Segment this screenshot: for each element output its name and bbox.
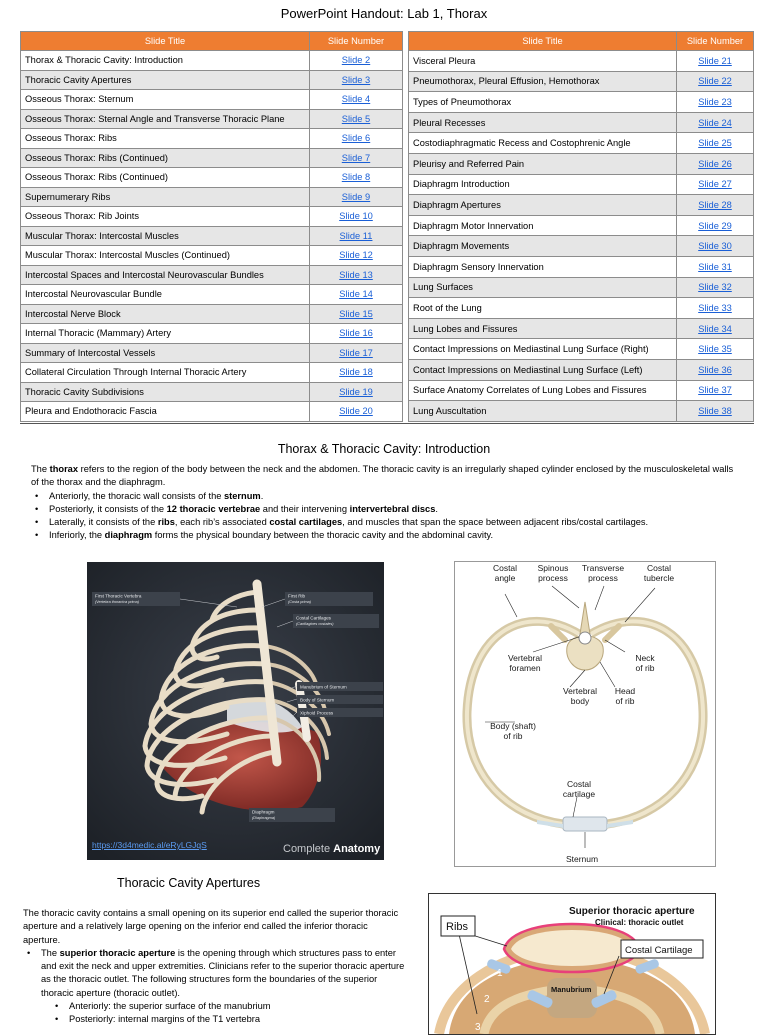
slide-link[interactable]: Slide 30 <box>698 241 732 252</box>
slide-title-cell: Osseous Thorax: Sternum <box>21 90 310 110</box>
slide-title-cell: Lung Surfaces <box>409 277 677 298</box>
slide-number-cell <box>677 277 754 298</box>
slide-title-cell: Osseous Thorax: Ribs (Continued) <box>21 168 310 188</box>
slide-number-cell <box>677 236 754 257</box>
col-header-number: Slide Number <box>310 32 403 51</box>
slide-title-cell: Internal Thoracic (Mammary) Artery <box>21 324 310 344</box>
toc-right-body <box>409 51 754 422</box>
slide-number-cell <box>310 148 403 168</box>
svg-text:(Cartilagines costales): (Cartilagines costales) <box>296 622 334 626</box>
col-header-number: Slide Number <box>677 32 754 51</box>
toc-row <box>409 174 754 195</box>
toc-row <box>21 129 403 149</box>
slide-link[interactable]: Slide 16 <box>339 328 373 339</box>
ribs-label: Ribs <box>446 921 469 933</box>
slide-link[interactable]: Slide 34 <box>698 323 732 334</box>
slide-link[interactable]: Slide 33 <box>698 302 732 313</box>
slide-number-cell <box>677 153 754 174</box>
slide-link[interactable]: Slide 6 <box>341 133 371 144</box>
manubrium-label: Manubrium <box>551 985 592 994</box>
rib-cage-illustration <box>87 562 384 860</box>
section-body-text <box>23 907 405 1027</box>
slide-number-cell <box>310 90 403 110</box>
slide-title-cell: Muscular Thorax: Intercostal Muscles <box>21 226 310 246</box>
label-vertebral-foramen: Vertebral foramen <box>507 653 543 673</box>
slide-number-cell <box>677 380 754 401</box>
toc-row <box>409 71 754 92</box>
slide-title-cell: Root of the Lung <box>409 298 677 319</box>
toc-row <box>21 304 403 324</box>
slide-number-cell <box>310 70 403 90</box>
toc-row <box>21 363 403 383</box>
toc-row <box>409 359 754 380</box>
slide-title-cell: Pleurisy and Referred Pain <box>409 153 677 174</box>
bullet-item: • Posteriorly, it consists of the 12 thoracic vertebrae and their intervening intervertebral discs. <box>49 503 736 516</box>
slide-title-cell: Diaphragm Sensory Innervation <box>409 256 677 277</box>
slide-title-cell: Intercostal Nerve Block <box>21 304 310 324</box>
slide-link[interactable]: Slide 19 <box>339 386 373 397</box>
slide-link[interactable]: Slide 23 <box>698 96 732 107</box>
slide-title-cell: Lung Lobes and Fissures <box>409 318 677 339</box>
col-header-title: Slide Title <box>409 32 677 51</box>
slide-number-cell <box>677 339 754 360</box>
label-xiphoid: Xiphoid Process <box>300 710 334 716</box>
costal-cartilage-label: Costal Cartilage <box>625 945 693 956</box>
slide-number-cell <box>310 363 403 383</box>
slide-title-cell: Diaphragm Apertures <box>409 195 677 216</box>
label-manubrium: Manubrium of Sternum <box>300 684 347 690</box>
slide-title-cell: Pleural Recesses <box>409 112 677 133</box>
toc-row <box>409 133 754 154</box>
slide-link[interactable]: Slide 22 <box>698 76 732 87</box>
label-vertebral-body: Vertebral body <box>562 686 598 706</box>
slide-link[interactable]: Slide 4 <box>341 94 371 105</box>
toc-row <box>409 298 754 319</box>
label-first-rib: First Rib <box>288 593 306 599</box>
sternum-block <box>563 817 607 831</box>
intro-paragraph: The thorax refers to the region of the body between the neck and the abdomen. The thoracic cavity is an irregularly shaped cylinder enclosed by the musculoskeletal walls of the thorax and the diaphragm. <box>31 464 734 488</box>
slide-title-cell: Supernumerary Ribs <box>21 187 310 207</box>
slide-number-cell <box>310 304 403 324</box>
slide-number-cell <box>677 298 754 319</box>
slide-link[interactable]: Slide 36 <box>698 364 732 375</box>
label-spinous-process: Spinous process <box>537 563 569 583</box>
slide-title-cell: Surface Anatomy Correlates of Lung Lobes and Fissures <box>409 380 677 401</box>
toc-row <box>21 109 403 129</box>
slide-title-cell: Thoracic Cavity Subdivisions <box>21 382 310 402</box>
slide-number-cell <box>677 256 754 277</box>
slide-link[interactable]: Slide 25 <box>698 138 732 149</box>
slide-number-cell <box>310 109 403 129</box>
toc-row <box>21 148 403 168</box>
toc-left-body <box>21 51 403 422</box>
toc-row <box>21 246 403 266</box>
svg-text:(Diaphragma): (Diaphragma) <box>252 816 276 820</box>
slide-link[interactable]: Slide 8 <box>341 172 371 183</box>
rib-cross-section-figure <box>454 561 716 867</box>
slide-link[interactable]: Slide 20 <box>339 406 373 417</box>
slide-number-cell <box>310 207 403 227</box>
slide-number-cell <box>677 133 754 154</box>
slide-title-cell: Osseous Thorax: Ribs (Continued) <box>21 148 310 168</box>
label-first-vertebra: First Thoracic Vertebra <box>95 593 142 599</box>
slide-link[interactable]: Slide 17 <box>339 347 373 358</box>
label-body-shaft: Body (shaft) of rib <box>490 721 536 741</box>
slide-title-cell: Diaphragm Motor Innervation <box>409 215 677 236</box>
toc-table-right <box>408 31 754 422</box>
slide-number-cell <box>310 382 403 402</box>
toc-row <box>21 324 403 344</box>
slide-link[interactable]: Slide 12 <box>339 250 373 261</box>
slide-title-cell: Pleura and Endothoracic Fascia <box>21 402 310 422</box>
toc-row <box>409 112 754 133</box>
toc-row <box>409 215 754 236</box>
slide-title-cell: Contact Impressions on Mediastinal Lung Surface (Right) <box>409 339 677 360</box>
rib-number-3: 3 <box>475 1022 481 1033</box>
toc-row <box>21 187 403 207</box>
slide-title-cell: Collateral Circulation Through Internal Thoracic Artery <box>21 363 310 383</box>
toc-row <box>409 92 754 113</box>
bullet-item: • Laterally, it consists of the ribs, each rib’s associated costal cartilages, and muscles that span the space between adjacent ribs/costal cartilages. <box>49 516 736 529</box>
slide-number-cell <box>677 215 754 236</box>
slide-title-cell: Contact Impressions on Mediastinal Lung Surface (Left) <box>409 359 677 380</box>
slide-number-cell <box>310 246 403 266</box>
label-costal-angle: Costal angle <box>492 563 518 583</box>
aperture-subtitle: Clinical: thoracic outlet <box>595 918 684 927</box>
slide-link[interactable]: Slide 37 <box>698 385 732 396</box>
slide-link[interactable]: Slide 11 <box>339 230 373 241</box>
slide-link[interactable]: Slide 38 <box>698 405 732 416</box>
slide-number-cell <box>677 112 754 133</box>
toc-row <box>21 168 403 188</box>
bullet-item: • The superior thoracic aperture is the opening through which structures pass to enter and exit the neck and upper extremities. Clinicians refer to the superior thoracic aperture as the thoracic outlet. The following structures form the boundaries of the superior thoracic aperture (thoracic outlet). • Anteriorly: the superior surface of the manubrium • Posteriorly: internal margins of the T1 vertebra <box>41 947 405 1027</box>
slide-title-cell: Summary of Intercostal Vessels <box>21 343 310 363</box>
section-intro-text <box>31 463 736 543</box>
sub-bullet-item: • Anteriorly: the superior surface of the manubrium <box>69 1000 405 1013</box>
toc-row <box>409 195 754 216</box>
label-costal-cartilage: Costal cartilage <box>562 779 596 799</box>
slide-number-cell <box>310 129 403 149</box>
slide-number-cell <box>677 359 754 380</box>
slide-link[interactable]: Slide 3 <box>341 74 371 85</box>
aperture-illustration <box>429 894 715 1034</box>
label-diaphragm: Diaphragm <box>252 809 275 815</box>
slide-number-cell <box>310 402 403 422</box>
label-transverse-process: Transverse process <box>581 563 625 583</box>
slide-number-cell <box>677 195 754 216</box>
slide-title-cell: Osseous Thorax: Ribs <box>21 129 310 149</box>
slide-link[interactable]: Slide 18 <box>339 367 373 378</box>
slide-title-cell: Osseous Thorax: Rib Joints <box>21 207 310 227</box>
slide-link[interactable]: Slide 32 <box>698 282 732 293</box>
toc-row <box>409 318 754 339</box>
slide-title-cell: Types of Pneumothorax <box>409 92 677 113</box>
slide-title-cell: Pneumothorax, Pleural Effusion, Hemothorax <box>409 71 677 92</box>
toc-row <box>409 277 754 298</box>
slide-number-cell <box>310 285 403 305</box>
external-link[interactable]: https://3d4medic.al/eRyLGJqS <box>92 840 207 850</box>
slide-title-cell: Diaphragm Introduction <box>409 174 677 195</box>
slide-title-cell: Diaphragm Movements <box>409 236 677 257</box>
slide-number-cell <box>677 71 754 92</box>
section-title: Thoracic Cavity Apertures <box>117 876 261 890</box>
label-sternum: Sternum <box>565 854 599 864</box>
toc-row <box>21 343 403 363</box>
bullet-item: • Inferiorly, the diaphragm forms the physical boundary between the thoracic cavity and the abdominal cavity. <box>49 529 736 542</box>
label-costal-tubercle: Costal tubercle <box>643 563 675 583</box>
toc-row <box>21 51 403 71</box>
toc-table-left <box>20 31 403 422</box>
svg-text:(Vertebra thoracica prima): (Vertebra thoracica prima) <box>95 600 139 604</box>
slide-link[interactable]: Slide 31 <box>698 261 732 272</box>
slide-link[interactable]: Slide 28 <box>698 199 732 210</box>
toc-row <box>409 380 754 401</box>
toc-row <box>409 339 754 360</box>
slide-title-cell: Visceral Pleura <box>409 51 677 72</box>
slide-link[interactable]: Slide 26 <box>698 158 732 169</box>
aperture-title: Superior thoracic aperture <box>569 906 695 917</box>
slide-link[interactable]: Slide 5 <box>341 113 371 124</box>
brand-logo: Complete Anatomy <box>283 843 381 855</box>
label-costal-cartilages: Costal Cartilages <box>296 615 331 621</box>
slide-number-cell <box>310 324 403 344</box>
toc-row <box>409 51 754 72</box>
toc-row <box>21 382 403 402</box>
slide-link[interactable]: Slide 24 <box>698 117 732 128</box>
toc-row <box>21 90 403 110</box>
slide-number-cell <box>310 168 403 188</box>
toc-row <box>409 256 754 277</box>
toc-row <box>21 70 403 90</box>
sub-bullet-item: • Posteriorly: internal margins of the T1 vertebra <box>69 1013 405 1026</box>
section-title: Thorax & Thoracic Cavity: Introduction <box>277 442 491 456</box>
slide-link[interactable]: Slide 13 <box>339 269 373 280</box>
toc-row <box>409 153 754 174</box>
toc-row <box>21 226 403 246</box>
slide-link[interactable]: Slide 29 <box>698 220 732 231</box>
slide-link[interactable]: Slide 27 <box>698 179 732 190</box>
toc-row <box>21 402 403 422</box>
slide-link[interactable]: Slide 35 <box>698 344 732 355</box>
toc-row <box>21 207 403 227</box>
slide-link[interactable]: Slide 7 <box>341 152 371 163</box>
thoracic-aperture-figure <box>428 893 716 1035</box>
slide-title-cell: Osseous Thorax: Sternal Angle and Transverse Thoracic Plane <box>21 109 310 129</box>
slide-title-cell: Costodiaphragmatic Recess and Costophrenic Angle <box>409 133 677 154</box>
slide-number-cell <box>310 265 403 285</box>
toc-row <box>409 236 754 257</box>
slide-title-cell: Lung Auscultation <box>409 401 677 422</box>
col-header-title: Slide Title <box>21 32 310 51</box>
document-title: PowerPoint Handout: Lab 1, Thorax <box>280 6 488 21</box>
slide-number-cell <box>677 401 754 422</box>
label-head-of-rib: Head of rib <box>614 686 636 706</box>
rib-number-1: 1 <box>497 968 503 979</box>
aperture-intro: The thoracic cavity contains a small opening on its superior end called the superior thoracic aperture and a relatively large opening on the inferior end called the inferior thoracic aperture. <box>23 908 399 945</box>
slide-title-cell: Intercostal Spaces and Intercostal Neurovascular Bundles <box>21 265 310 285</box>
slide-number-cell <box>310 226 403 246</box>
slide-number-cell <box>310 187 403 207</box>
toc-row <box>21 285 403 305</box>
slide-link[interactable]: Slide 14 <box>339 289 373 300</box>
bullet-list <box>31 490 736 543</box>
slide-link[interactable]: Slide 9 <box>341 191 371 202</box>
slide-link[interactable]: Slide 21 <box>698 55 732 66</box>
slide-title-cell: Thoracic Cavity Apertures <box>21 70 310 90</box>
rib-number-2: 2 <box>484 994 490 1005</box>
slide-number-cell <box>677 92 754 113</box>
bullet-list <box>23 947 405 1027</box>
label-neck-of-rib: Neck of rib <box>635 653 655 673</box>
slide-title-cell: Intercostal Neurovascular Bundle <box>21 285 310 305</box>
toc-row <box>21 265 403 285</box>
slide-number-cell <box>677 51 754 72</box>
toc-row <box>409 401 754 422</box>
sub-bullet-list <box>41 1000 405 1027</box>
slide-number-cell <box>677 174 754 195</box>
slide-link[interactable]: Slide 10 <box>339 211 373 222</box>
slide-number-cell <box>310 51 403 71</box>
slide-title-cell: Thorax & Thoracic Cavity: Introduction <box>21 51 310 71</box>
slide-number-cell <box>310 343 403 363</box>
section-divider <box>20 423 754 424</box>
slide-title-cell: Muscular Thorax: Intercostal Muscles (Continued) <box>21 246 310 266</box>
rib-ring-illustration <box>455 562 715 866</box>
bullet-item: • Anteriorly, the thoracic wall consists of the sternum. <box>49 490 736 503</box>
slide-link[interactable]: Slide 15 <box>339 308 373 319</box>
thorax-3d-figure <box>87 562 384 860</box>
slide-number-cell <box>677 318 754 339</box>
slide-link[interactable]: Slide 2 <box>341 55 371 66</box>
svg-text:(Costa prima): (Costa prima) <box>288 600 311 604</box>
label-body-sternum: Body of Sternum <box>300 697 335 703</box>
